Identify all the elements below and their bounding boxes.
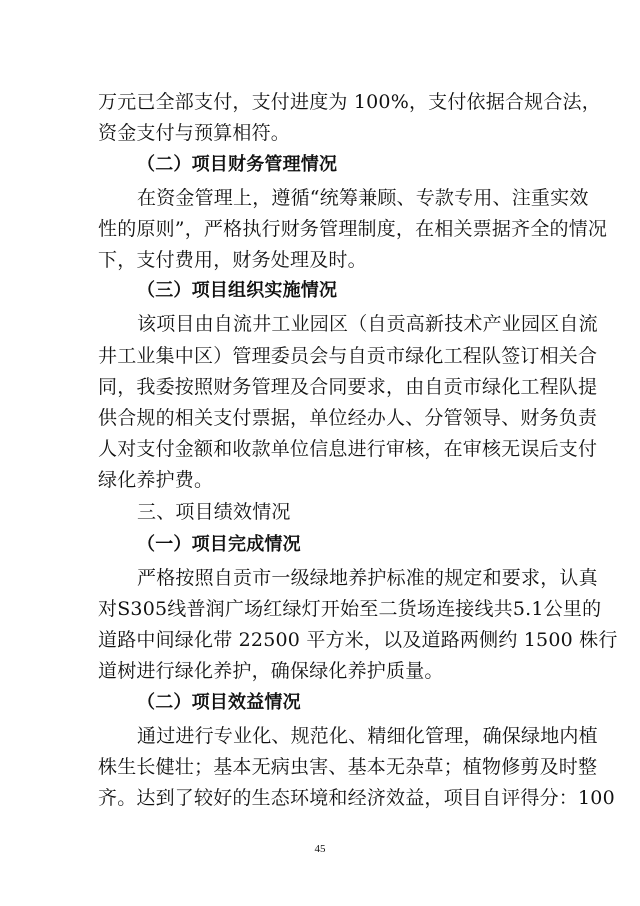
section-heading: （二）项目效益情况 bbox=[137, 692, 301, 713]
body-text-line: 该项目由自流井工业园区（自贡高新技术产业园区自流 bbox=[137, 313, 598, 335]
section-heading: （一）项目完成情况 bbox=[137, 534, 301, 555]
body-text-line: 供合规的相关支付票据，单位经办人、分管领导、财务负责 bbox=[98, 407, 598, 429]
section-heading: （二）项目财务管理情况 bbox=[137, 154, 338, 175]
page-number: 45 bbox=[314, 843, 326, 855]
section-heading: （三）项目组织实施情况 bbox=[137, 280, 338, 301]
body-text-line: 对S305线普润广场红绿灯开始至二货场连接线共5.1公里的 bbox=[98, 598, 602, 620]
body-text-line: 万元已全部支付，支付进度为 100%，支付依据合规合法， bbox=[98, 91, 601, 113]
body-text-line: 齐。达到了较好的生态环境和经济效益，项目自评得分：100 bbox=[98, 787, 615, 809]
body-text-line: 井工业集中区）管理委员会与自贡市绿化工程队签订相关合 bbox=[98, 345, 598, 367]
body-text-line: 性的原则”，严格执行财务管理制度，在相关票据齐全的情况 bbox=[98, 218, 608, 240]
body-text-line: 道树进行绿化养护，确保绿化养护质量。 bbox=[98, 660, 444, 682]
body-text-line: 通过进行专业化、规范化、精细化管理，确保绿地内植 bbox=[137, 725, 598, 747]
body-text-line: 资金支付与预算相符。 bbox=[98, 122, 291, 144]
body-text-line: 道路中间绿化带 22500 平方米，以及道路两侧约 1500 株行 bbox=[98, 629, 618, 651]
body-text-line: 株生长健壮；基本无病虫害、基本无杂草；植物修剪及时整 bbox=[98, 756, 598, 778]
body-text-line: 人对支付金额和收款单位信息进行审核，在审核无误后支付 bbox=[98, 438, 598, 460]
body-text-line: 绿化养护费。 bbox=[98, 469, 214, 491]
body-text-line: 在资金管理上，遵循“统筹兼顾、专款专用、注重实效 bbox=[137, 187, 589, 209]
body-text-line: 下，支付费用，财务处理及时。 bbox=[98, 249, 367, 271]
chapter-heading: 三、项目绩效情况 bbox=[137, 501, 291, 523]
body-text-line: 同，我委按照财务管理及合同要求，由自贡市绿化工程队提 bbox=[98, 376, 598, 398]
body-text-line: 严格按照自贡市一级绿地养护标准的规定和要求，认真 bbox=[137, 567, 598, 589]
